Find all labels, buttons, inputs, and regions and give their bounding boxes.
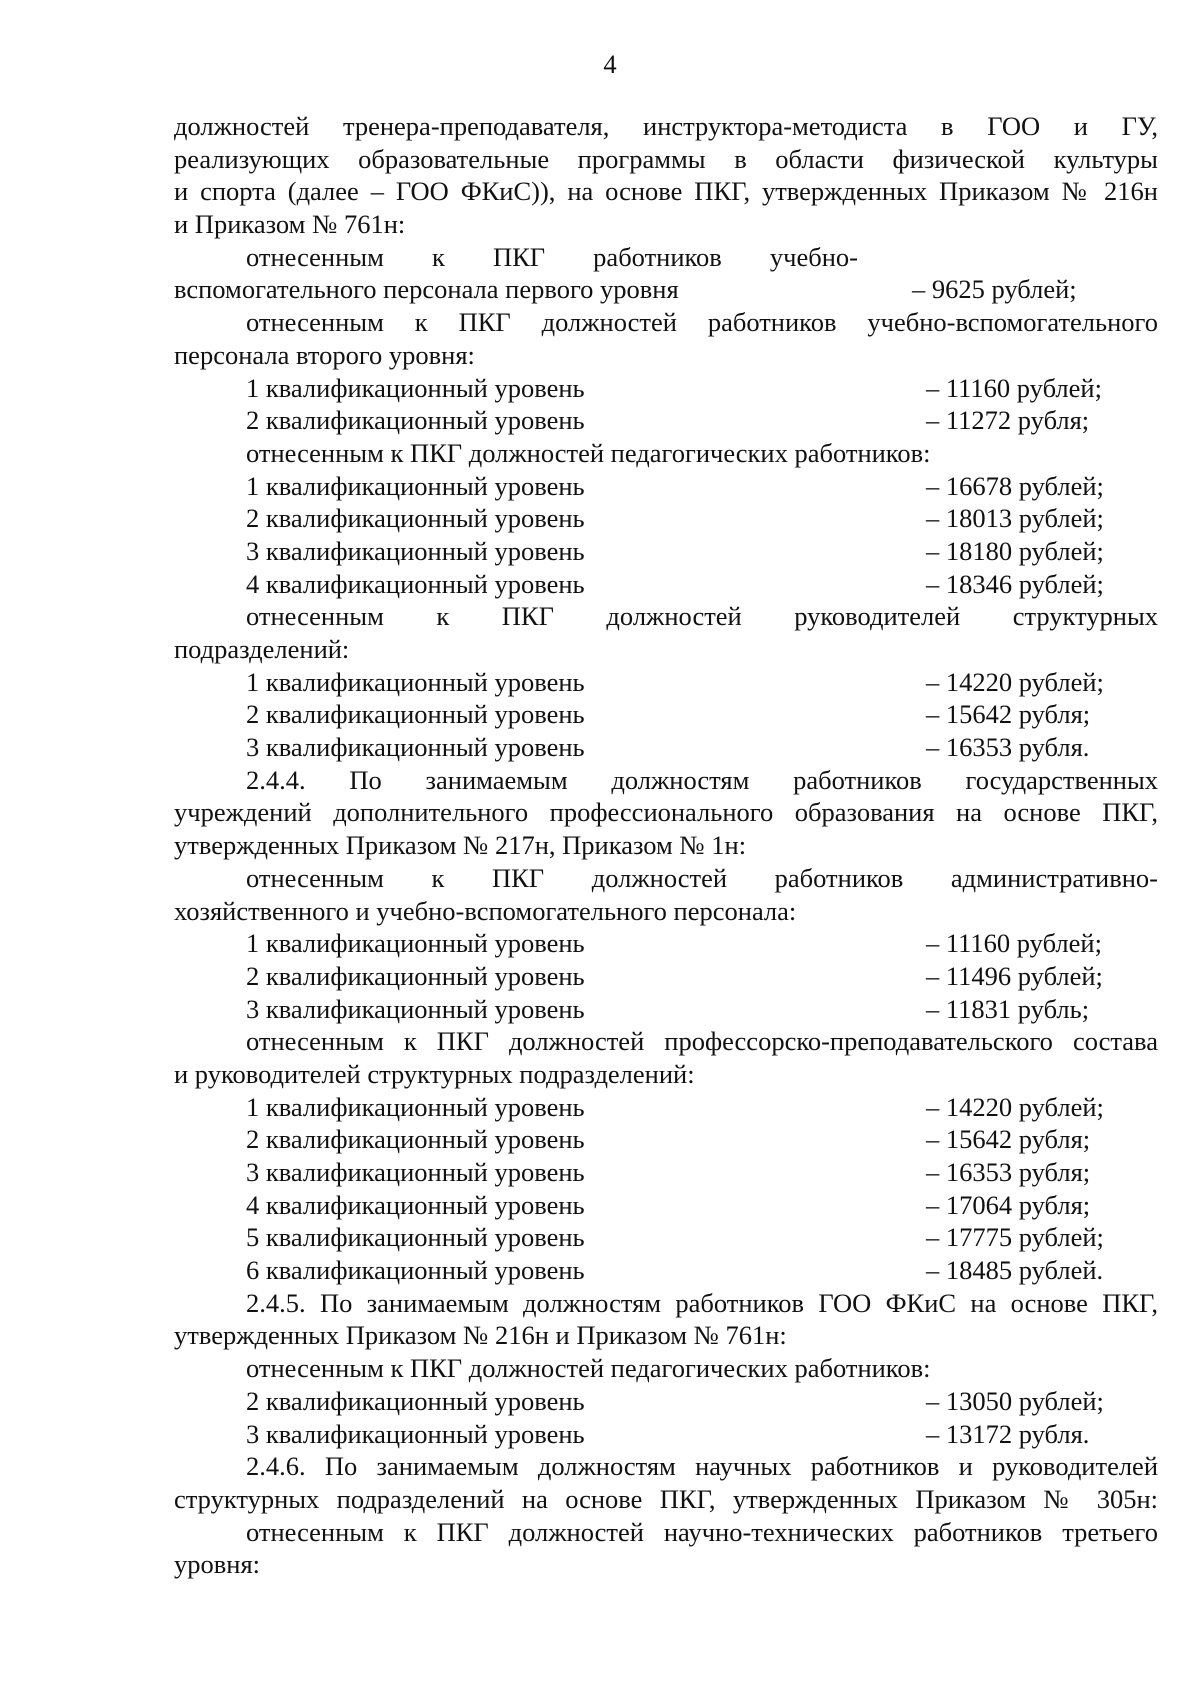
text-line: уровня: xyxy=(174,1549,260,1580)
text-line: подразделений: xyxy=(174,634,350,664)
text-line: и руководителей структурных подразделений: xyxy=(174,1058,695,1089)
text-line: утвержденных Приказом № 216н и Приказом № 761н: xyxy=(174,1320,787,1351)
qualification-level: 1 квалификационный уровень xyxy=(246,928,585,959)
qualification-level: 3 квалификационный уровень xyxy=(246,1157,585,1187)
salary-row xyxy=(174,666,1158,699)
salary-amount: – 18346 рублей; xyxy=(926,568,1104,599)
salary-row xyxy=(174,1385,1158,1418)
text-line: отнесенным к ПКГ должностей работников учебно-вспомогательного xyxy=(246,307,1158,338)
salary-amount: – 11160 рублей; xyxy=(926,372,1102,403)
text-line: 2.4.4. По занимаемым должностям работников государственных xyxy=(246,764,1158,795)
qualification-level: 2 квалификационный уровень xyxy=(246,699,585,730)
text-line: персонала второго уровня: xyxy=(174,339,475,370)
salary-row xyxy=(174,1418,1158,1451)
text-line: учреждений дополнительного профессионального образования на основе ПКГ, xyxy=(174,797,1158,828)
salary-row xyxy=(174,1254,1158,1287)
text-line: и спорта (далее – ГОО ФКиС)), на основе ПКГ, утвержденных Приказом № 216н xyxy=(174,176,1158,207)
qualification-level: 1 квалификационный уровень xyxy=(246,1091,585,1122)
qualification-level: 2 квалификационный уровень xyxy=(246,405,585,436)
salary-amount: – 16353 рубля. xyxy=(926,732,1090,763)
text-line: структурных подразделений на основе ПКГ, утвержденных Приказом № 305н: xyxy=(174,1483,1158,1514)
salary-amount: – 17064 рубля; xyxy=(926,1189,1091,1220)
salary-row xyxy=(174,927,1158,960)
qualification-level: 4 квалификационный уровень xyxy=(246,1189,585,1220)
qualification-level: 4 квалификационный уровень xyxy=(246,568,585,599)
qualification-level: 3 квалификационный уровень xyxy=(246,993,585,1024)
text-line: утвержденных Приказом № 217н, Приказом № 1н: xyxy=(174,830,747,861)
salary-row xyxy=(174,993,1158,1026)
salary-amount: – 18485 рублей. xyxy=(926,1255,1104,1286)
text-line: отнесенным к ПКГ работников учебно- xyxy=(246,241,858,272)
salary-amount: – 9625 рублей; xyxy=(912,274,1077,305)
salary-amount: – 16678 рублей; xyxy=(926,470,1104,501)
text-line: отнесенным к ПКГ должностей педагогических работников: xyxy=(246,1353,931,1384)
salary-amount: – 17775 рублей; xyxy=(926,1222,1104,1253)
salary-row xyxy=(174,535,1158,568)
salary-amount: – 16353 рубля; xyxy=(926,1157,1091,1187)
qualification-level: 2 квалификационный уровень xyxy=(246,503,585,534)
salary-amount: – 11496 рублей; xyxy=(926,960,1103,991)
salary-row xyxy=(174,1091,1158,1124)
salary-amount: – 11831 рубль; xyxy=(926,993,1090,1024)
page-number: 4 xyxy=(603,49,617,79)
salary-row xyxy=(174,372,1158,405)
text-line: отнесенным к ПКГ должностей руководителей структурных xyxy=(246,601,1158,632)
text-line: 2.4.5. По занимаемым должностям работников ГОО ФКиС на основе ПКГ, xyxy=(246,1287,1158,1318)
salary-amount: – 11160 рублей; xyxy=(926,928,1102,959)
salary-row xyxy=(174,1189,1158,1222)
salary-row xyxy=(174,1123,1158,1156)
text-line: хозяйственного и учебно-вспомогательного персонала: xyxy=(174,895,797,926)
text-line: должностей тренера-преподавателя, инструктора-методиста в ГОО и ГУ, xyxy=(174,111,1158,141)
salary-amount: – 14220 рублей; xyxy=(926,666,1104,697)
qualification-level: 5 квалификационный уровень xyxy=(246,1222,585,1253)
salary-row xyxy=(174,404,1158,437)
text-line: реализующих образовательные программы в области физической культуры xyxy=(174,143,1158,174)
text-line: отнесенным к ПКГ должностей работников административно- xyxy=(246,862,1158,893)
salary-row xyxy=(174,1221,1158,1254)
salary-amount: – 14220 рублей; xyxy=(926,1091,1104,1122)
text-line: вспомогательного персонала первого уровня xyxy=(174,274,679,305)
qualification-level: 3 квалификационный уровень xyxy=(246,1418,585,1449)
qualification-level: 3 квалификационный уровень xyxy=(246,535,585,566)
salary-amount: – 13172 рубля. xyxy=(926,1418,1090,1449)
salary-row xyxy=(174,470,1158,503)
document-body xyxy=(174,110,1158,1581)
text-line: и Приказом № 761н: xyxy=(174,209,406,240)
text-line: отнесенным к ПКГ должностей профессорско-преподавательского состава xyxy=(246,1026,1158,1057)
salary-row xyxy=(174,273,1158,306)
qualification-level: 2 квалификационный уровень xyxy=(246,1124,585,1155)
salary-row xyxy=(174,568,1158,601)
salary-amount: – 11272 рубля; xyxy=(926,405,1090,436)
text-line: отнесенным к ПКГ должностей педагогических работников: xyxy=(246,437,931,468)
salary-amount: – 15642 рубля; xyxy=(926,1124,1091,1155)
qualification-level: 1 квалификационный уровень xyxy=(246,470,585,501)
text-line: отнесенным к ПКГ должностей научно-технических работников третьего xyxy=(246,1516,1158,1547)
qualification-level: 2 квалификационный уровень xyxy=(246,1385,585,1416)
salary-amount: – 15642 рубля; xyxy=(926,699,1091,730)
qualification-level: 6 квалификационный уровень xyxy=(246,1255,585,1286)
salary-row xyxy=(174,698,1158,731)
salary-amount: – 13050 рублей; xyxy=(926,1385,1104,1416)
qualification-level: 2 квалификационный уровень xyxy=(246,960,585,991)
salary-row xyxy=(174,960,1158,993)
salary-row xyxy=(174,502,1158,535)
salary-amount: – 18013 рублей; xyxy=(926,503,1104,534)
qualification-level: 1 квалификационный уровень xyxy=(246,372,585,403)
qualification-level: 3 квалификационный уровень xyxy=(246,732,585,763)
qualification-level: 1 квалификационный уровень xyxy=(246,666,585,697)
salary-amount: – 18180 рублей; xyxy=(926,535,1104,566)
text-line: 2.4.6. По занимаемым должностям научных работников и руководителей xyxy=(246,1451,1158,1482)
salary-row xyxy=(174,731,1158,764)
salary-row xyxy=(174,1156,1158,1189)
